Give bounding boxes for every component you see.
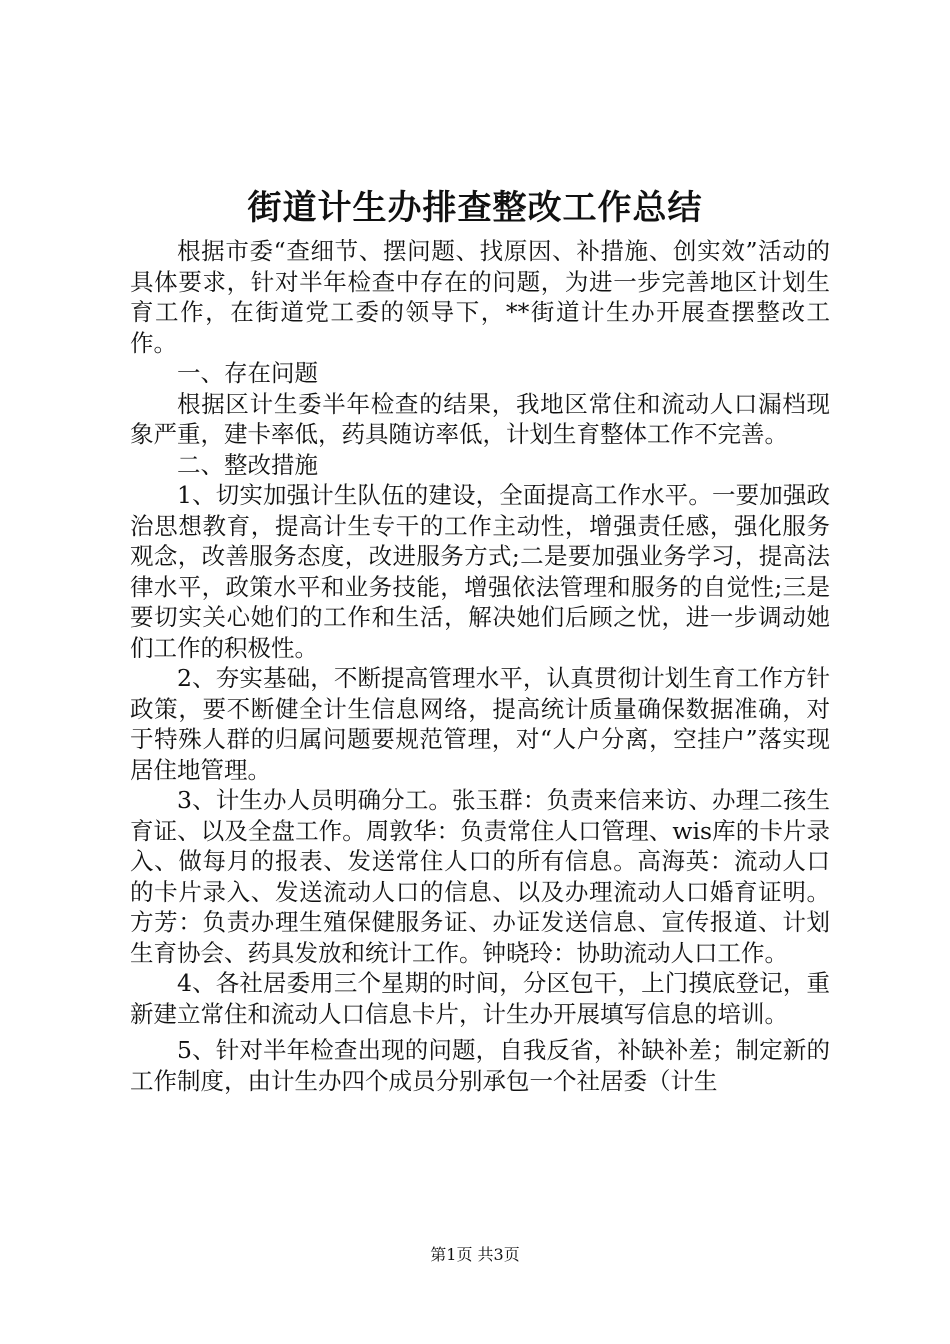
document-body	[130, 236, 830, 1096]
paragraph-measure-2: 2、夯实基础，不断提高管理水平，认真贯彻计划生育工作方针政策，要不断健全计生信息网络，提高统计质量确保数据准确，对于特殊人群的归属问题要规范管理，对“人户分离，空挂户”落实现居住地管理。	[130, 664, 830, 784]
paragraph-measure-1: 1、切实加强计生队伍的建设，全面提高工作水平。一要加强政治思想教育，提高计生专干的工作主动性，增强责任感，强化服务观念，改善服务态度，改进服务方式;二是要加强业务学习，提高法律水平，政策水平和业务技能，增强依法管理和服务的自觉性;三是要切实关心她们的工作和生活，解决她们后顾之忧，进一步调动她们工作的积极性。	[130, 481, 830, 662]
paragraph-measure-5: 5、针对半年检查出现的问题，自我反省，补缺补差；制定新的工作制度，由计生办四个成员分别承包一个社居委（计生	[130, 1036, 830, 1095]
paragraph-measure-4: 4、各社居委用三个星期的时间，分区包干，上门摸底登记，重新建立常住和流动人口信息卡片，计生办开展填写信息的培训。	[130, 969, 830, 1028]
heading-rectification-measures: 二、整改措施	[177, 450, 318, 479]
heading-existing-problems: 一、存在问题	[177, 359, 318, 387]
paragraph-measure-3: 3、计生办人员明确分工。张玉群：负责来信来访、办理二孩生育证、以及全盘工作。周敦华：负责常住人口管理、wis库的卡片录入、做每月的报表、发送常住人口的所有信息。高海英：流动人口的卡片录入、发送流动人口的信息、以及办理流动人口婚育证明。方芳：负责办理生殖保健服务证、办证发送信息、宣传报道、计划生育协会、药具发放和统计工作。钟晓玲：协助流动人口工作。	[130, 786, 830, 967]
paragraph-intro: 根据市委“查细节、摆问题、找原因、补措施、创实效”活动的具体要求，针对半年检查中存在的问题，为进一步完善地区计划生育工作，在街道党工委的领导下，**街道计生办开展查摆整改工作。	[130, 237, 830, 357]
paragraph-problems: 根据区计生委半年检查的结果，我地区常住和流动人口漏档现象严重，建卡率低，药具随访率低，计划生育整体工作不完善。	[130, 389, 830, 448]
page-number: 第1页 共3页	[430, 1245, 520, 1264]
document-title: 街道计生办排查整改工作总结	[247, 188, 703, 228]
